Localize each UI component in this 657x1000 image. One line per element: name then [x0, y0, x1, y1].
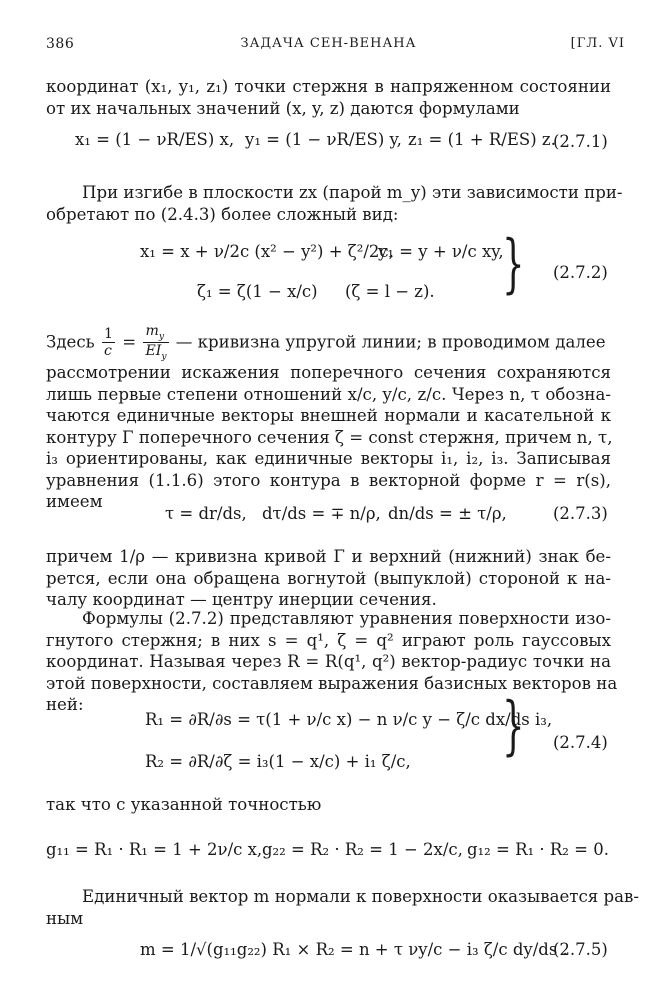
text-line: гнутого стержня; в них s = q¹, ζ = q² играют роль гауссовых — [46, 630, 611, 650]
equation-2-7-2-y: y₁ = y + ν/c xy, — [378, 242, 504, 261]
text-line: рассмотрении искажения поперечного сечения сохраняются — [46, 363, 611, 383]
text-line: причем 1/ρ — кривизна кривой Γ и верхний (нижний) знак бе- — [46, 547, 611, 566]
text-line: ней: — [46, 695, 84, 714]
paragraph-4 — [46, 546, 611, 611]
equation-number: (2.7.2) — [553, 263, 608, 282]
paragraph-5 — [46, 608, 618, 716]
paragraph-2 — [46, 182, 623, 225]
text-line: имеем — [46, 492, 103, 512]
text-line: чалу координат — центру инерции сечения. — [46, 590, 437, 609]
page-number: 386 — [46, 36, 75, 52]
text-line: обретают по (2.4.3) более сложный вид: — [46, 204, 399, 224]
paragraph-6 — [46, 794, 611, 816]
text-line: ным — [46, 908, 84, 928]
text-line: лишь первые степени отношений x/c, y/c, z/c. Через n, τ обозна- — [46, 384, 611, 404]
text-line: координат (x₁, y₁, z₁) точки стержня в напряженном состоянии — [46, 77, 611, 96]
text-line: контуру Γ поперечного сечения ζ = const стержня, причем n, τ, — [46, 427, 613, 447]
equation-number: (2.7.1) — [553, 132, 608, 151]
equation-g12: g₁₂ = R₁ · R₂ = 0. — [467, 840, 609, 859]
equation-2-7-2-zeta: ζ₁ = ζ(1 − x/c) — [197, 282, 318, 301]
equation-2-7-2-x: x₁ = x + ν/2c (x² − y²) + ζ²/2c, — [140, 242, 394, 261]
text-line: Единичный вектор m нормали к поверхности оказывается рав- — [82, 887, 639, 906]
equation-2-7-1-x: x₁ = (1 − νR/ES) x, — [75, 130, 235, 149]
paragraph-3 — [46, 324, 611, 513]
equation-2-7-4-r1: R₁ = ∂R/∂s = τ(1 + ν/c x) − n ν/c y − ζ/c dx/ds i₃, — [145, 710, 553, 729]
text-line: рется, если она обращена вогнутой (выпуклой) стороной к на- — [46, 568, 611, 588]
paragraph-1 — [46, 76, 611, 119]
text-line: этой поверхности, составляем выражения базисных векторов на — [46, 673, 618, 693]
equation-2-7-3-tau: τ = dr/ds, — [165, 504, 247, 523]
running-title: ЗАДАЧА СЕН-ВЕНАНА — [240, 36, 417, 51]
right-brace: } — [502, 227, 525, 301]
equation-2-7-4-r2: R₂ = ∂R/∂ζ = i₃(1 − x/c) + i₁ ζ/c, — [145, 752, 411, 771]
equation-g22: g₂₂ = R₂ · R₂ = 1 − 2x/c, — [262, 840, 463, 859]
equation-2-7-1-z: z₁ = (1 + R/ES) z. — [408, 130, 556, 149]
text-fragment: Здесь — [46, 332, 95, 352]
curvature-fraction: $\frac{1}{c}$ — [104, 325, 113, 360]
right-brace: } — [502, 689, 525, 763]
equation-2-7-3-dn: dn/ds = ± τ/ρ, — [388, 504, 507, 523]
paragraph-7 — [46, 886, 639, 929]
equation-number: (2.7.5) — [553, 940, 608, 959]
text-line: так что с указанной точностью — [46, 795, 322, 814]
text-line: координат. Называя через R = R(q¹, q²) вектор-радиус точки на — [46, 652, 611, 671]
equation-2-7-5: m = 1/√(g₁₁g₂₂) R₁ × R₂ = n + τ νy/c − i₃ ζ/c dy/ds . — [140, 940, 568, 959]
text-line: чаются единичные векторы внешней нормали и касательной к — [46, 406, 611, 426]
equation-g11: g₁₁ = R₁ · R₁ = 1 + 2ν/c x, — [46, 840, 263, 859]
text-line: i₃ ориентированы, как единичные векторы i₁, i₂, i₃. Записывая — [46, 449, 611, 469]
text-line: При изгибе в плоскости zx (парой m_y) эти зависимости при- — [82, 183, 623, 202]
text-fragment: — кривизна упругой линии; в проводимом далее — [175, 332, 606, 352]
chapter-label: [ГЛ. VI — [570, 36, 625, 51]
equation-number: (2.7.4) — [553, 733, 608, 752]
curvature-fraction: $\frac{m_y}{EI_y}$ — [145, 323, 167, 362]
text-line: Формулы (2.7.2) представляют уравнения поверхности изо- — [82, 609, 611, 628]
text-line: уравнения (1.1.6) этого контура в векторной форме r = r(s), — [46, 470, 611, 490]
equation-2-7-3-dtau: dτ/ds = ∓ n/ρ, — [262, 504, 381, 523]
equation-2-7-2-cond: (ζ = l − z). — [345, 282, 435, 301]
equation-number: (2.7.3) — [553, 504, 608, 523]
text-line: от их начальных значений (x, y, z) даются формулами — [46, 98, 520, 118]
equation-2-7-1-y: y₁ = (1 − νR/ES) y, — [245, 130, 402, 149]
text-line: Здесь $\frac{1}{c}$ = $\frac{m_y}{EI_y}$ — кривизна упругой линии; в проводимом далее — [46, 323, 606, 362]
